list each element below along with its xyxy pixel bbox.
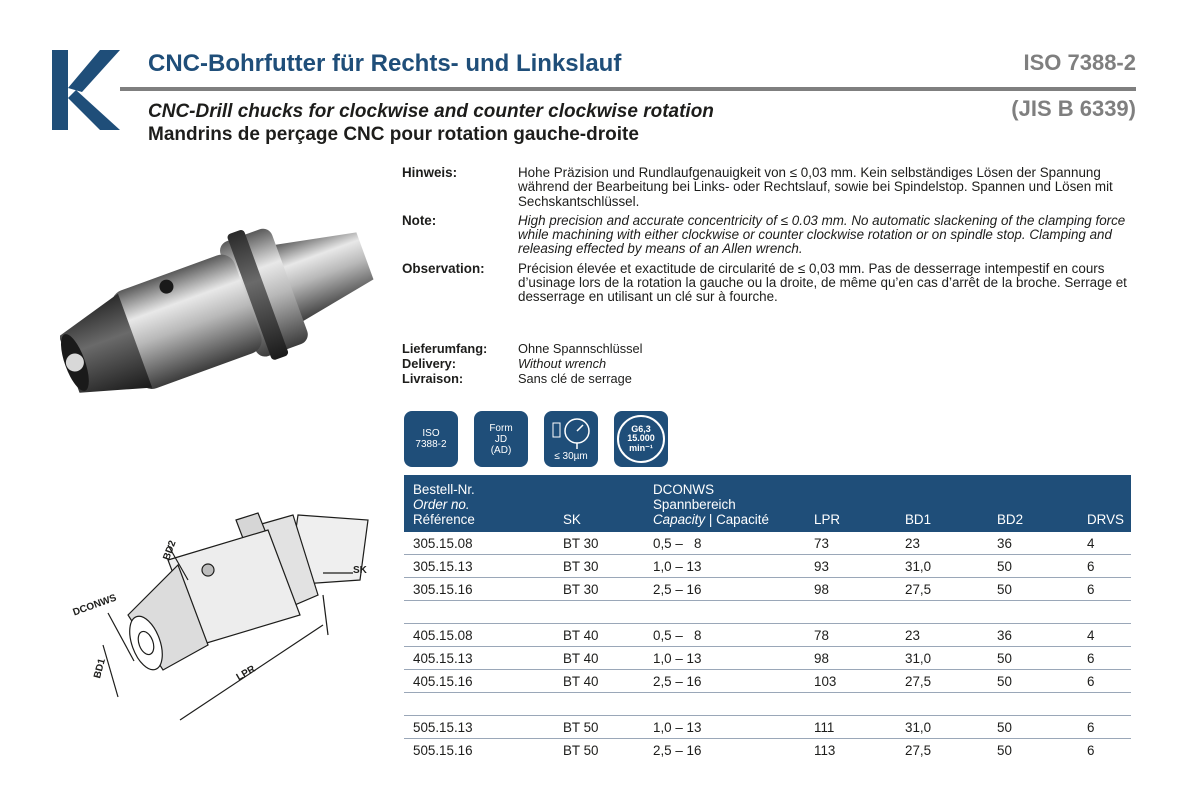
cell-bd2: 50 [997, 559, 1012, 574]
delivery-section [402, 342, 643, 386]
delivery-row [402, 372, 643, 387]
cell-bd2: 50 [997, 743, 1012, 758]
standard-label: ISO 7388-2 [1023, 50, 1136, 75]
cell-bd1: 27,5 [905, 582, 932, 597]
iso-badge [404, 411, 458, 467]
balance-badge [614, 411, 668, 467]
header-capacity-en: Capacity [653, 512, 706, 527]
form-badge [474, 411, 528, 467]
cell-range: 2,5 – 16 [653, 674, 702, 689]
cell-sk: BT 30 [563, 559, 599, 574]
cell-drvs: 6 [1087, 559, 1095, 574]
cell-lpr: 111 [814, 720, 835, 735]
table-row [404, 716, 1131, 739]
table-header [404, 475, 1131, 532]
cell-bd2: 50 [997, 720, 1012, 735]
dial-gauge-icon [549, 417, 593, 451]
table-row [404, 624, 1131, 647]
drawing-label-bd1: BD1 [92, 657, 108, 680]
cell-sk: BT 40 [563, 674, 599, 689]
cell-bd2: 50 [997, 674, 1012, 689]
header-order-en: Order no. [413, 497, 470, 512]
cell-lpr: 113 [814, 743, 836, 758]
notes-section [402, 166, 1142, 310]
drawing-label-dconws: DCONWS [71, 592, 119, 619]
company-logo [52, 50, 122, 130]
cell-range: 0,5 – 8 [653, 628, 702, 643]
header-capacity-sep: | [708, 512, 713, 527]
badge-text: (AD) [490, 444, 512, 456]
table-row [404, 647, 1131, 670]
table-group-separator [404, 693, 1131, 716]
drawing-label-lpr: LPR [234, 663, 258, 684]
cell-order: 505.15.13 [413, 720, 473, 735]
badge-text: ≤ 30µm [554, 450, 588, 462]
cell-bd1: 27,5 [905, 674, 932, 689]
cell-drvs: 6 [1087, 651, 1095, 666]
delivery-text: Ohne Spannschlüssel [518, 341, 643, 356]
badge-text: min⁻¹ [629, 442, 653, 453]
badge-text: 15.000 [627, 433, 655, 444]
cell-sk: BT 50 [563, 720, 599, 735]
table-row [404, 532, 1131, 555]
cell-drvs: 6 [1087, 674, 1095, 689]
note-text: High precision and accurate concentricity of ≤ 0.03 mm. No automatic slackening of the clamping force while machining with either clockwise or counter clockwise rotation or on spindle stop. Clamping and releasing effected by means of an Allen wrench. [518, 212, 1126, 257]
header-dconws: DCONWS [653, 482, 714, 497]
table-row [404, 578, 1131, 601]
delivery-row [402, 357, 643, 372]
badge-text: 7388-2 [415, 439, 447, 450]
note-french [402, 262, 1142, 305]
cell-bd1: 31,0 [905, 559, 932, 574]
drawing-label-bd2: BD2 [161, 539, 179, 562]
product-table [404, 475, 1131, 761]
table-row [404, 739, 1131, 761]
cell-sk: BT 30 [563, 536, 599, 551]
cell-order: 305.15.08 [413, 536, 473, 551]
runout-badge [544, 411, 598, 467]
cell-order: 305.15.16 [413, 582, 473, 597]
badge-text: ISO [422, 428, 440, 439]
drill-chuck-photo [60, 190, 390, 430]
cell-lpr: 98 [814, 651, 829, 666]
title-french: Mandrins de perçage CNC pour rotation gauche-droite [148, 124, 639, 145]
delivery-label: Livraison: [402, 370, 464, 386]
feature-badges [404, 411, 668, 467]
cell-drvs: 6 [1087, 582, 1095, 597]
cell-drvs: 6 [1087, 743, 1095, 758]
header-order-de: Bestell-Nr. [413, 482, 475, 497]
delivery-label: Delivery: [402, 355, 457, 371]
cell-range: 2,5 – 16 [653, 582, 702, 597]
header-bd1: BD1 [905, 512, 932, 527]
badge-text: Form [489, 422, 513, 434]
header-bd2: BD2 [997, 512, 1024, 527]
table-row [404, 670, 1131, 693]
cell-range: 1,0 – 13 [653, 720, 702, 735]
cell-order: 405.15.13 [413, 651, 473, 666]
cell-bd1: 31,0 [905, 651, 932, 666]
technical-drawing [68, 485, 398, 735]
note-text: Hohe Präzision und Rundlaufgenauigkeit von ≤ 0,03 mm. Kein selbständiges Lösen der Spannung während der Bearbeitung bei Links- oder Rechtslauf, sowie bei Spindelstop. Spannen und Lösen mit Sechskantschlüssel. [518, 165, 1113, 209]
cell-lpr: 98 [814, 582, 829, 597]
cell-bd1: 27,5 [905, 743, 932, 758]
cell-bd2: 50 [997, 582, 1012, 597]
cell-bd2: 36 [997, 628, 1012, 643]
cell-range: 0,5 – 8 [653, 536, 702, 551]
cell-bd1: 23 [905, 628, 920, 643]
header-drvs: DRVS [1087, 512, 1124, 527]
delivery-label: Lieferumfang: [402, 341, 488, 356]
drawing-label-sk: SK [353, 565, 367, 576]
delivery-text: Without wrench [518, 355, 607, 371]
cell-order: 505.15.16 [413, 743, 473, 758]
cell-lpr: 73 [814, 536, 829, 551]
cell-order: 405.15.16 [413, 674, 473, 689]
cell-range: 2,5 – 16 [653, 743, 702, 758]
cell-range: 1,0 – 13 [653, 651, 702, 666]
header-lpr: LPR [814, 512, 841, 527]
header-divider [120, 87, 1136, 91]
note-text: Précision élevée et exactitude de circularité de ≤ 0,03 mm. Pas de desserrage intempestif en cours d’usinage lors de la rotation la gauche ou la droite, de même qu’en cas d’arrêt de la broche. Serrage et desserrage en utilisant un clé sur à fourche. [518, 260, 1127, 305]
cell-bd1: 23 [905, 536, 920, 551]
delivery-text: Sans clé de serrage [518, 370, 632, 386]
note-german [402, 166, 1142, 209]
cell-range: 1,0 – 13 [653, 559, 702, 574]
title-german: CNC-Bohrfutter für Rechts- und Linkslauf [148, 50, 622, 77]
cell-drvs: 4 [1087, 536, 1095, 551]
cell-lpr: 103 [814, 674, 837, 689]
cell-lpr: 78 [814, 628, 829, 643]
cell-lpr: 93 [814, 559, 829, 574]
cell-sk: BT 40 [563, 651, 599, 666]
table-group-separator [404, 601, 1131, 624]
title-english: CNC-Drill chucks for clockwise and counter clockwise rotation [148, 101, 714, 122]
cell-sk: BT 50 [563, 743, 599, 758]
cell-bd1: 31,0 [905, 720, 932, 735]
note-label: Note: [402, 212, 437, 228]
cell-drvs: 4 [1087, 628, 1095, 643]
note-english [402, 214, 1142, 257]
header-capacity-fr: Capacité [716, 512, 769, 527]
cell-bd2: 50 [997, 651, 1012, 666]
cell-sk: BT 30 [563, 582, 599, 597]
cell-drvs: 6 [1087, 720, 1095, 735]
cell-order: 405.15.08 [413, 628, 473, 643]
badge-text: JD [494, 433, 508, 445]
table-row [404, 555, 1131, 578]
header-range: Spannbereich [653, 497, 736, 512]
cell-sk: BT 40 [563, 628, 599, 643]
badge-text: G6,3 [631, 423, 651, 434]
standard-alt-label: (JIS B 6339) [1011, 96, 1136, 121]
note-label: Observation: [402, 260, 485, 276]
cell-bd2: 36 [997, 536, 1012, 551]
delivery-row [402, 342, 643, 357]
header-sk: SK [563, 512, 581, 527]
header-order-fr: Référence [413, 512, 475, 527]
header-capacity [653, 512, 769, 527]
cell-order: 305.15.13 [413, 559, 473, 574]
note-label: Hinweis: [402, 165, 458, 180]
balance-circle-icon [617, 415, 665, 463]
